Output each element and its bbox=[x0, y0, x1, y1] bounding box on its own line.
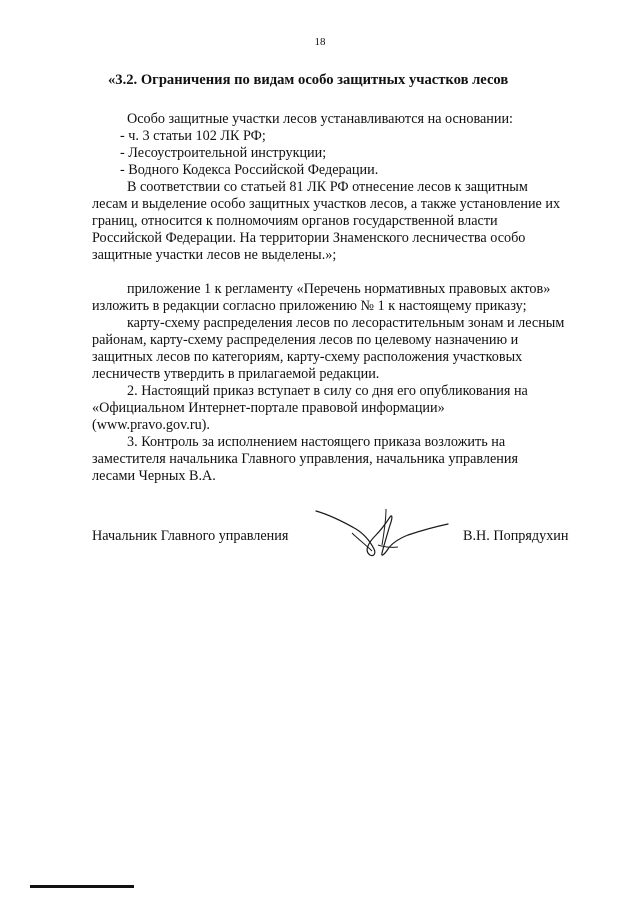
basis-item: - Водного Кодекса Российской Федерации. bbox=[120, 162, 379, 178]
map-line: защитных лесов по категориям, карту-схему расположения участковых bbox=[92, 349, 523, 365]
item3-line: лесами Черных В.А. bbox=[92, 468, 216, 484]
appendix-line: приложение 1 к регламенту «Перечень нормативных правовых актов» bbox=[127, 281, 551, 297]
appendix-line: изложить в редакции согласно приложению № 1 к настоящему приказу; bbox=[92, 298, 527, 314]
map-line: лесничеств утвердить в прилагаемой редакции. bbox=[92, 366, 380, 382]
basis-item: - Лесоустроительной инструкции; bbox=[120, 145, 327, 161]
item2-line: «Официальном Интернет-портале правовой информации» bbox=[92, 400, 445, 416]
paragraph-line: В соответствии со статьей 81 ЛК РФ отнесение лесов к защитным bbox=[127, 179, 528, 195]
signatory-name: В.Н. Попрядухин bbox=[463, 528, 569, 544]
paragraph-line: лесам и выделение особо защитных участков лесов, а также установление их bbox=[92, 196, 561, 212]
map-line: карту-схему распределения лесов по лесорастительным зонам и лесным bbox=[127, 315, 565, 331]
paragraph-line: защитные участки лесов не выделены.»; bbox=[92, 247, 337, 263]
handwritten-signature bbox=[312, 505, 452, 563]
basis-item: - ч. 3 статьи 102 ЛК РФ; bbox=[120, 128, 266, 144]
item3-line: 3. Контроль за исполнением настоящего приказа возложить на bbox=[127, 434, 506, 450]
page-number: 18 bbox=[314, 36, 326, 48]
signatory-title: Начальник Главного управления bbox=[92, 528, 289, 544]
paragraph-line: границ, относится к полномочиям органов государственной власти bbox=[92, 213, 498, 229]
item2-line: (www.pravo.gov.ru). bbox=[92, 417, 210, 433]
item2-line: 2. Настоящий приказ вступает в силу со дня его опубликования на bbox=[127, 383, 528, 399]
section-heading: «3.2. Ограничения по видам особо защитных участков лесов bbox=[108, 72, 509, 88]
bottom-rule bbox=[30, 885, 134, 888]
intro-line: Особо защитные участки лесов устанавливаются на основании: bbox=[127, 111, 513, 127]
item3-line: заместителя начальника Главного управления, начальника управления bbox=[92, 451, 518, 467]
map-line: районам, карту-схему распределения лесов по целевому назначению и bbox=[92, 332, 519, 348]
paragraph-line: Российской Федерации. На территории Знаменского лесничества особо bbox=[92, 230, 526, 246]
